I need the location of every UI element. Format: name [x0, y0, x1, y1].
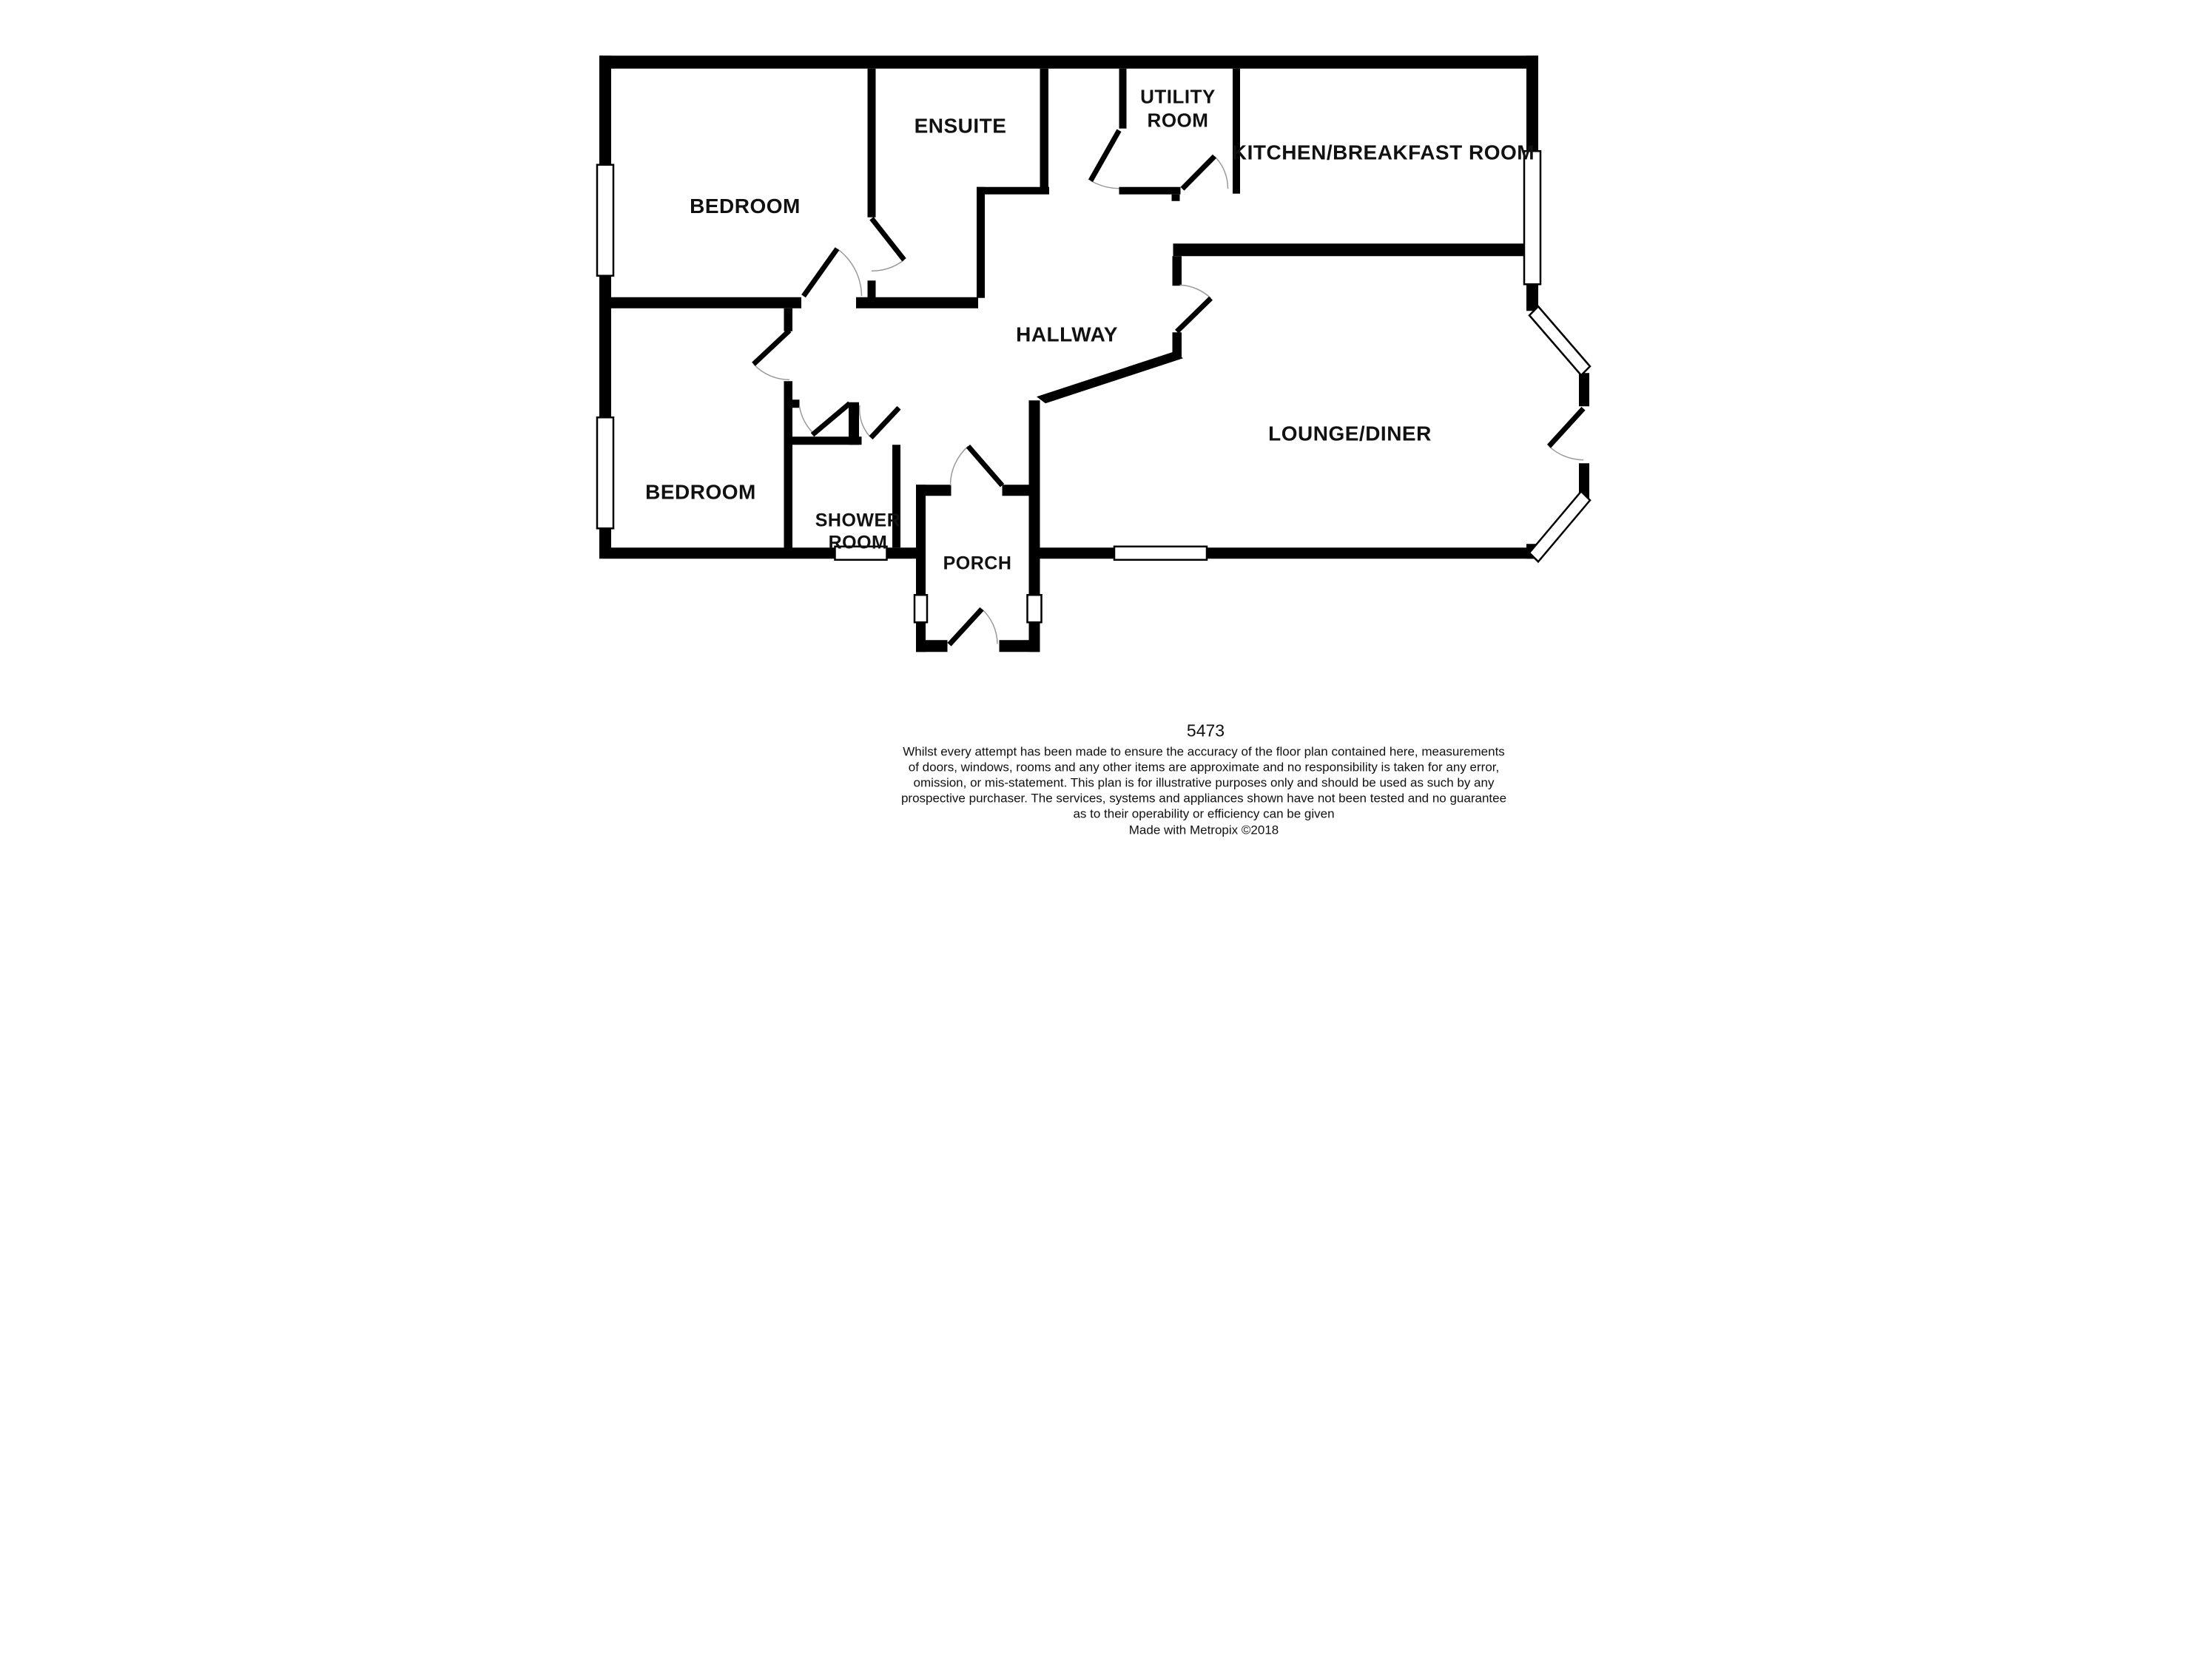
- metropix-credit: Made with Metropix ©2018: [1128, 823, 1279, 837]
- window: [597, 165, 613, 276]
- room-label-porch: PORCH: [943, 553, 1012, 574]
- wall: [1172, 195, 1180, 201]
- disclaimer-line-4: prospective purchaser. The services, systems and appliances shown have not been tested and no guarantee: [900, 791, 1507, 806]
- window: [1114, 547, 1207, 560]
- bedroom-2-door-leaf: [754, 331, 790, 365]
- wall: [1233, 69, 1240, 194]
- wall: [599, 297, 801, 308]
- room-label-hallway: HALLWAY: [1016, 323, 1118, 346]
- utility-door-arc: [1215, 156, 1228, 189]
- wall: [1579, 373, 1589, 406]
- wall: [784, 381, 793, 548]
- wall: [892, 445, 900, 547]
- room-label-utility-room-line-2: ROOM: [1147, 109, 1209, 132]
- room-label-shower-room-line-2: ROOM: [828, 532, 888, 553]
- wall: [856, 297, 978, 308]
- wall: [1173, 243, 1527, 256]
- lounge-bay-door-leaf: [1549, 408, 1584, 446]
- plan-number: 5473: [1186, 721, 1225, 741]
- shower-lobby-door-a-leaf: [812, 403, 850, 435]
- wall: [977, 187, 1049, 195]
- bedroom-1-door-arc: [838, 249, 862, 296]
- wall: [1173, 256, 1182, 286]
- cupboard-door-leaf: [1091, 130, 1119, 181]
- ensuite-door-arc: [872, 260, 904, 271]
- room-label-shower-room-line-1: SHOWER: [815, 510, 901, 531]
- wall: [916, 640, 948, 652]
- wall: [977, 187, 985, 298]
- disclaimer-line-2: of doors, windows, rooms and any other items are approximate and no responsibility is taken for any error,: [908, 760, 1500, 775]
- bay-window: [1529, 306, 1590, 375]
- wall: [1040, 69, 1049, 188]
- wall: [1029, 400, 1040, 596]
- cupboard-door-arc: [1091, 181, 1119, 189]
- wall: [868, 69, 876, 217]
- kitchen-door-arc: [1180, 285, 1211, 298]
- room-label-kitchen-breakfast-room: KITCHEN/BREAKFAST ROOM: [1231, 141, 1535, 164]
- room-label-bedroom-2: BEDROOM: [645, 480, 756, 504]
- room-label-lounge-diner: LOUNGE/DINER: [1268, 422, 1432, 445]
- shower-lobby-door-b-arc: [860, 405, 869, 436]
- disclaimer-line-3: omission, or mis-statement. This plan is for illustrative purposes only and should be used as such by any: [913, 775, 1495, 790]
- wall: [1000, 640, 1040, 652]
- room-label-bedroom-1: BEDROOM: [690, 194, 801, 217]
- bay-window: [1529, 491, 1590, 561]
- window: [915, 595, 927, 622]
- wall: [868, 280, 876, 298]
- utility-door-leaf: [1182, 156, 1215, 189]
- window: [1028, 595, 1042, 622]
- disclaimer-line-5: as to their operability or efficiency can be given: [1073, 806, 1335, 821]
- wall: [1119, 187, 1181, 195]
- floor-plan-page: [549, 0, 1647, 840]
- wall: [599, 55, 1538, 69]
- front-door-leaf: [949, 609, 982, 644]
- floor-plan-diagram: [549, 0, 1647, 840]
- lounge-bay-door-arc: [1549, 446, 1584, 460]
- porch-inner-door-leaf: [969, 446, 1003, 485]
- wall: [792, 399, 800, 408]
- shower-lobby-door-b-leaf: [871, 408, 899, 438]
- ensuite-door-leaf: [872, 218, 904, 260]
- porch-inner-door-arc: [950, 446, 968, 485]
- wall-slanted: [1037, 351, 1183, 403]
- kitchen-door-leaf: [1177, 298, 1211, 331]
- room-label-utility-room-line-1: UTILITY: [1140, 85, 1216, 108]
- wall: [916, 485, 926, 596]
- room-label-ensuite: ENSUITE: [914, 114, 1007, 138]
- wall: [849, 402, 859, 445]
- window: [597, 417, 613, 528]
- wall: [784, 308, 793, 331]
- front-door-arc: [982, 609, 997, 644]
- window: [1524, 151, 1540, 284]
- shower-lobby-door-a-arc: [800, 406, 814, 433]
- bedroom-2-door-arc: [754, 364, 790, 379]
- disclaimer-line-1: Whilst every attempt has been made to ensure the accuracy of the floor plan contained here, measurements: [903, 744, 1505, 759]
- bedroom-1-door-leaf: [804, 249, 838, 296]
- wall: [1119, 69, 1127, 129]
